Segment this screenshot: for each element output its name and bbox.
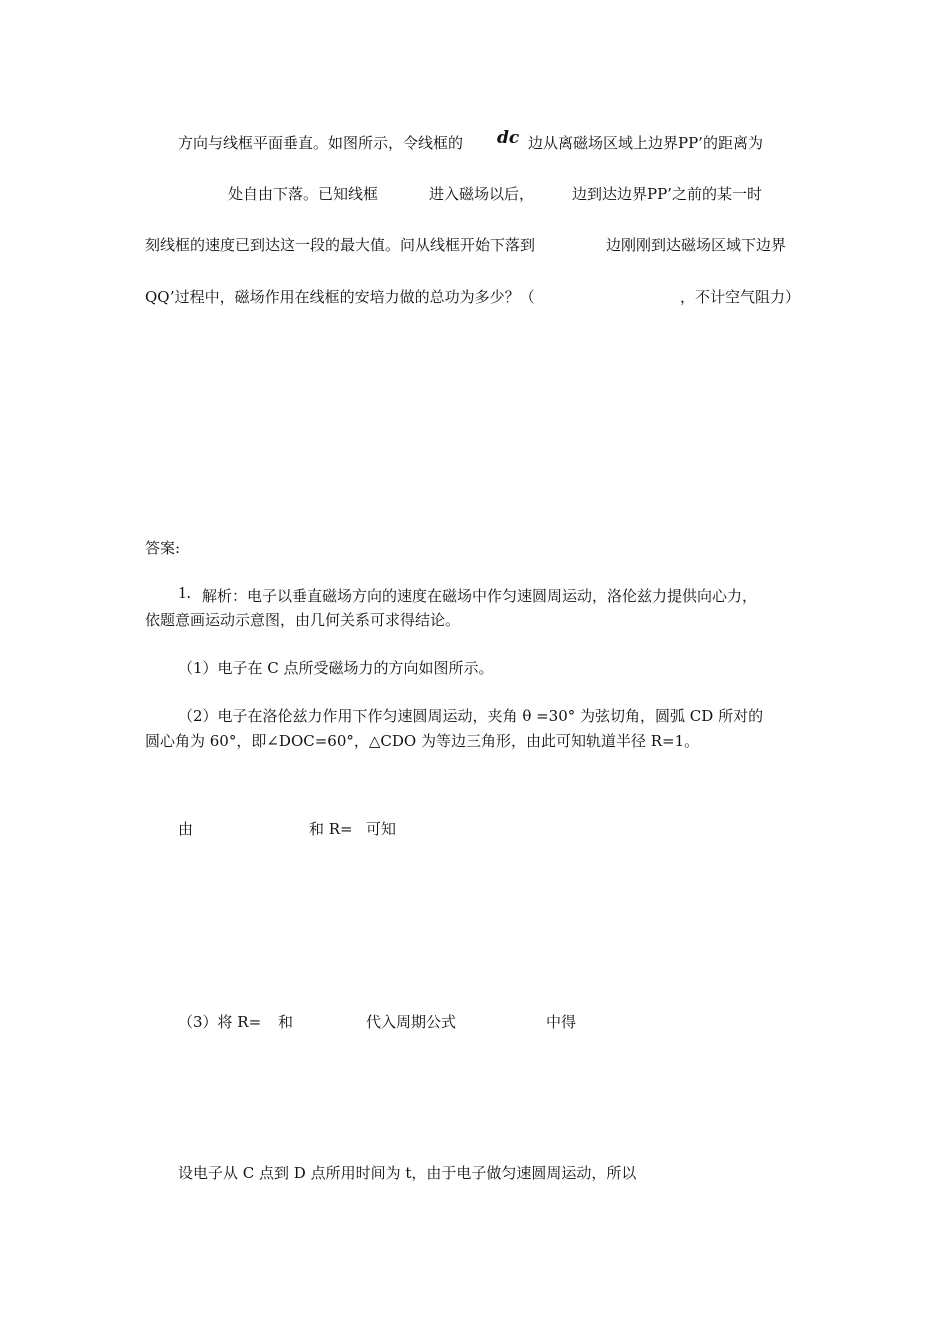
answer-item-1-number: 1. — [178, 583, 191, 602]
answer-part-3-a: （3）将 R= — [178, 1013, 262, 1031]
answer-part-3-c: 代入周期公式 — [366, 1013, 457, 1031]
question-line-4b-text: ，不计空气阻力） — [680, 288, 801, 306]
answer-item-1-line-1-text: 解析：电子以垂直磁场方向的速度在磁场中作匀速圆周运动，洛伦兹力提供向心力， — [202, 587, 758, 605]
answer-by-b: 和 R= — [309, 820, 353, 838]
question-line-3b-text: 边刚刚到达磁场区域下边界 — [606, 236, 787, 254]
question-line-3a-text: 刻线框的速度已到达这一段的最大值。问从线框开始下落到 — [145, 236, 536, 254]
answer-by-c: 可知 — [366, 820, 397, 838]
answer-part-2-line-2-text: 圆心角为 60°，即∠DOC=60°，△CDO 为等边三角形，由此可知轨道半径 R=1。 — [145, 732, 700, 750]
question-line-1-text: 方向与线框平面垂直。如图所示，令线框的 — [178, 134, 464, 152]
answer-part-1-text: （1）电子在 C 点所受磁场力的方向如图所示。 — [178, 659, 494, 677]
dc-symbol: dc — [497, 128, 520, 148]
answer-part-2-line-1-text: （2）电子在洛伦兹力作用下作匀速圆周运动，夹角 θ =30° 为弦切角，圆弧 CD 所对的 — [178, 707, 764, 725]
answer-by-a: 由 — [178, 820, 194, 838]
question-line-1-end-text: 边从离磁场区域上边界PP’的距离为 — [528, 134, 763, 152]
answer-heading-text: 答案: — [145, 539, 181, 557]
question-line-2b-text: 进入磁场以后， — [429, 185, 535, 203]
answer-part-3-b: 和 — [278, 1013, 294, 1031]
question-line-2c-text: 边到达边界PP’之前的某一时 — [572, 185, 762, 203]
answer-part-3-d: 中得 — [546, 1013, 577, 1031]
question-line-4a-text: QQ’过程中，磁场作用在线框的安培力做的总功为多少？（ — [145, 288, 535, 306]
answer-last-line-text: 设电子从 C 点到 D 点所用时间为 t，由于电子做匀速圆周运动，所以 — [178, 1164, 637, 1182]
answer-item-1-line-2-text: 依题意画运动示意图，由几何关系可求得结论。 — [145, 611, 461, 629]
question-line-2a-text: 处自由下落。已知线框 — [228, 185, 379, 203]
